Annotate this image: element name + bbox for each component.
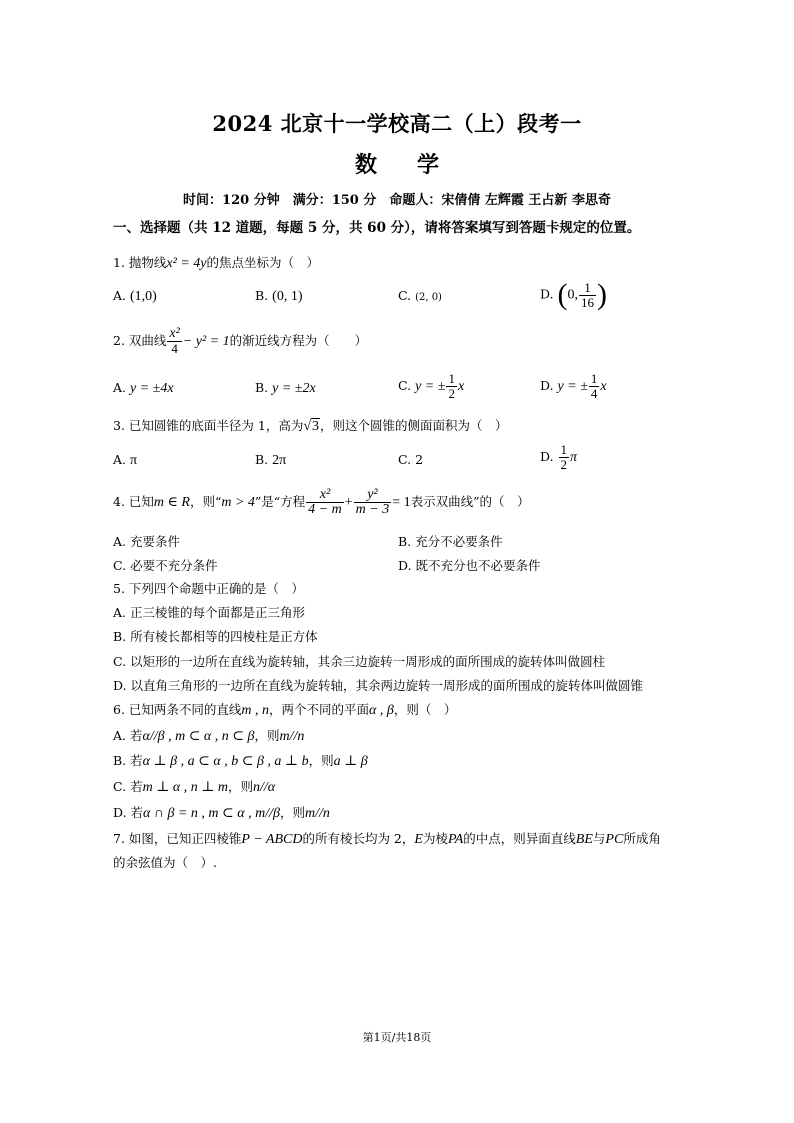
q1-option-d: D. (0, $\frac{1}{16}$ ) <box>540 278 608 311</box>
question-5: 5. 下列四个命题中正确的是（ ） <box>113 581 304 596</box>
q2-fraction: $\frac{\text{x²}}{4}$ <box>169 326 180 356</box>
question-6: 6. 已知两条不同的直线m , n，两个不同的平面α , β，则（ ） <box>113 702 457 718</box>
q1-option-a: A. (1,0) <box>113 288 157 304</box>
q6-option-a: A. 若α//β , m ⊂ α , n ⊂ β，则m//n <box>113 728 305 744</box>
q3-option-d: D. $\frac{1}{2}$ π <box>540 442 578 472</box>
q1-expr: x² = 4y <box>166 256 207 271</box>
question-2: 2. 双曲线 $\frac{\text{x²}}{4}$ − y² = 1的渐近线方程为（ ） <box>113 326 368 356</box>
question-1 <box>113 253 319 272</box>
question-7: 7. 如图，已知正四棱锥P − ABCD的所有棱长均为 2，E为棱PA的中点，则异面直线BE与PC所成角 <box>113 831 661 847</box>
q5-option-c: C. 以矩形的一边所在直线为旋转轴，其余三边旋转一周形成的面所围成的旋转体叫做圆柱 <box>113 654 606 669</box>
q4-option-c: C. 必要不充分条件 <box>113 558 218 573</box>
q1-option-b: B. (0, 1) <box>255 288 303 304</box>
q2-option-d: D. y = ± $\frac{1}{4}$ x <box>540 371 607 401</box>
q3-option-c: C. 2 <box>398 452 424 467</box>
q4-option-b: B. 充分不必要条件 <box>398 534 503 549</box>
q1-prefix: 1. 抛物线 <box>113 255 167 270</box>
exam-title: 2024 北京十一学校高二（上）段考一 <box>212 111 582 136</box>
q7-line-2: 的余弦值为（ ）. <box>113 855 217 870</box>
subject-title: 数学 <box>354 152 479 178</box>
q3-option-a: A. π <box>113 452 138 468</box>
q2-option-a: A. y = ±4x <box>113 380 174 396</box>
q6-option-d: D. 若α ∩ β = n , m ⊂ α , m//β，则m//n <box>113 805 330 821</box>
q6-option-c: C. 若m ⊥ α , n ⊥ m，则n//α <box>113 779 276 795</box>
question-3: 3. 已知圆锥的底面半径为 1，高为√3，则这个圆锥的侧面面积为（ ） <box>113 418 508 434</box>
q2-option-b: B. y = ±2x <box>255 380 316 396</box>
page-footer: 第1页/共18页 <box>362 1031 432 1044</box>
section-heading: 一、选择题（共 12 道题，每题 5 分，共 60 分），请将答案填写到答题卡规定的位置。 <box>113 220 641 236</box>
q1-option-c: C. (2, 0) <box>398 288 442 303</box>
q5-option-d: D. 以直角三角形的一边所在直线为旋转轴，其余两边旋转一周形成的面所围成的旋转体叫做圆锥 <box>113 678 644 693</box>
q1-suffix: 的焦点坐标为（ ） <box>206 255 319 270</box>
q3-option-b: B. 2π <box>255 452 287 468</box>
q4-option-a: A. 充要条件 <box>113 534 180 549</box>
q5-option-a: A. 正三棱锥的每个面都是正三角形 <box>113 605 305 620</box>
q6-option-b: B. 若α ⊥ β , a ⊂ α , b ⊂ β , a ⊥ b，则a ⊥ β <box>113 753 368 769</box>
exam-meta: 时间：120 分钟 满分：150 分 命题人：宋倩倩 左辉霞 王占新 李思奇 <box>183 193 611 208</box>
question-4: 4. 已知m ∈ R，则“m > 4”是“方程 $\frac{\text{x²}}{4 - m}$ + $\frac{\text{y²}}{m - 3}$ = 1表示双曲线”的（ ） <box>113 487 530 517</box>
q4-option-d: D. 既不充分也不必要条件 <box>398 558 541 573</box>
q5-option-b: B. 所有棱长都相等的四棱柱是正方体 <box>113 629 318 644</box>
q2-option-c: C. y = ± $\frac{1}{2}$ x <box>398 371 465 401</box>
